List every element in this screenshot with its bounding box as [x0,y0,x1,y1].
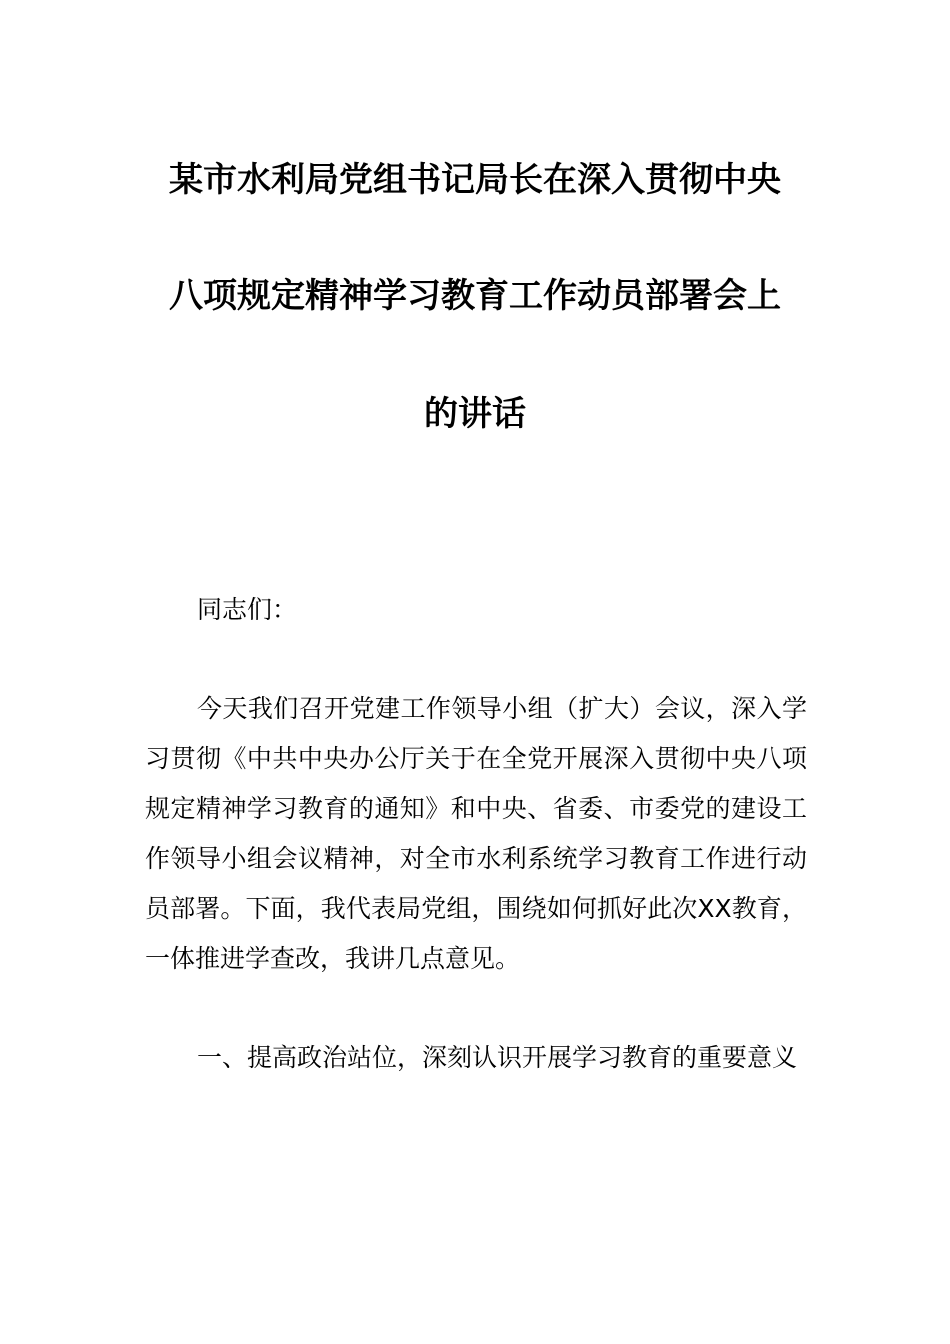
document-title-line-3: 的讲话 [424,394,526,434]
document-title-line-2: 八项规定精神学习教育工作动员部署会上 [169,276,781,316]
section-heading-1: 一、提高政治站位，深刻认识开展学习教育的重要意义 [197,1043,798,1072]
document-title-line-1: 某市水利局党组书记局长在深入贯彻中央 [169,160,781,200]
body-paragraph-1: 今天我们召开党建工作领导小组（扩大）会议，深入学习贯彻《中共中央办公厅关于在全党开展深入贯彻中央八项规定精神学习教育的通知》和中央、省委、市委党的建设工作领导小组会议精神，对全市水利系统学习教育工作进行动员部署。下面，我代表局党组，围绕如何抓好此次XX教育，一体推进学查改，我讲几点意见。 [145,694,807,973]
salutation: 同志们： [197,595,298,624]
